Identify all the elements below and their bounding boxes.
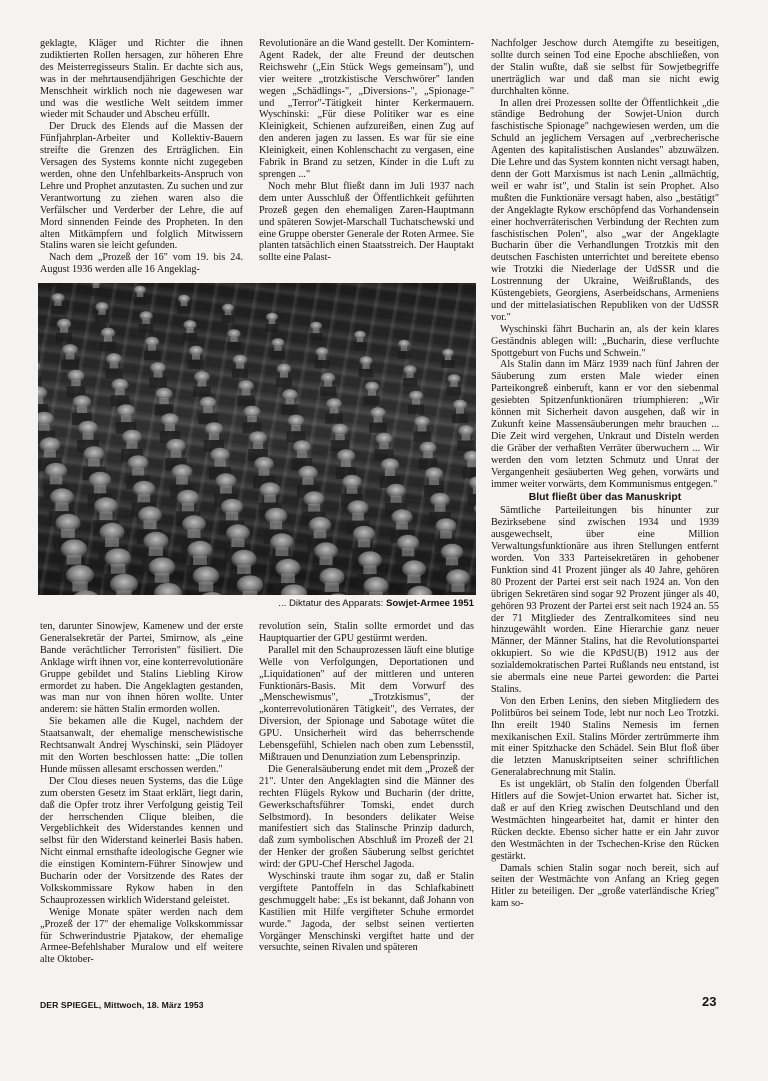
soviet-army-photo (38, 283, 476, 595)
soldier-rows (38, 283, 476, 595)
paragraph: geklagte, Kläger und Richter die ihnen zudiktierten Rollen hersagen, zur höheren Ehre des Meisterregisseurs Stalin. Er dachte sich aus, was in der mehrtausendjährigen Geschichte der Menschheit wirklich noch nie dagewesen war und was die westliche Welt seitdem immer wieder mit Schauder und Abscheu erfüllt. (40, 38, 243, 121)
page-number: 23 (702, 994, 717, 1009)
marching-soldiers-illustration (38, 283, 476, 595)
paragraph: Noch mehr Blut fließt dann im Juli 1937 nach dem unter Ausschluß der Öffentlichkeit geführten Prozeß gegen den ehemaligen Zaren-Hauptmann und späteren Sowjet-Marschall Tuchatschewski und eine Gruppe oberster Generale der Roten Armee. Sie planten tatsächlich einen Staatsstreich. Der Hauptakt sollte eine Palast- (259, 180, 474, 264)
paragraph: Als Stalin dann im März 1939 nach fünf Jahren der Säuberung zum ersten Male wieder einen Parteikongreß einberuft, kann er vor den siebenmal gesiebten Spitzenfunktionären triumphieren: „Wir können mit Sicherheit davon ausgehen, daß wir in Zukunft keine Massensäuberungen mehr brauchen ... Die Zeit wird vergehen, Unkraut und Disteln werden die Gräber der verhaßten Verräter überwuchern ... Wir werden den vom letzten Schmutz und Unrat der Vergangenheit gesäuberten Weg gehen, vorwärts und immer weiter vorwärts, dem Kommunismus entgegen." (491, 359, 719, 490)
column-1-top (40, 38, 243, 278)
paragraph: Der Druck des Elends auf die Massen der Fünfjahrplan-Arbeiter und Kollektiv-Bauern streifte die Grenzen des Erträglichen. Ein Versagen des Systems konnte nicht zugegeben werden, ohne den Unfehlbarkeits-Anspruch von Lehre und Prophet anzutasten. Zu suchen und zur Verantwortung zu ziehen waren also die Verfälscher und Verderber der Lehre, die auf Mord sinnenden Feinde des Propheten. In den alten Mitkämpfern und folglich Mitwissern Stalins waren sie leicht gefunden. (40, 121, 243, 252)
paragraph: Parallel mit den Schauprozessen läuft eine blutige Welle von Verfolgungen, Deportationen und „Liquidationen" auf der mittleren und unteren Funktionärs-Basis. Mit dem Vorwurf des „Menschewismus", „Trotzkismus", der „konterrevolutionären Tätigkeit", des Verrates, der Diversion, der Spionage und Sabotage wütet die GPU. Unsicherheit wird das beherrschende Lebensgefühl, Schielen nach oben zum Lebensstil, Mißtrauen und Denunziation zum Lebensprinzip. (259, 644, 474, 763)
footer-publication: DER SPIEGEL, Mittwoch, 18. März 1953 (40, 1000, 204, 1010)
paragraph: Von den Erben Lenins, den sieben Mitgliedern des Politbüros bei seinem Tode, lebt nur noch Leo Trotzki. Ihn ereilt 1940 Stalins Nemesis im fernen mexikanischen Exil. Stalins Mörder zertrümmerte ihm mit einer Spitzhacke den Schädel. Sein Blut floß über die letzten Manuskriptseiten seiner schriftlichen Generalabrechnung mit Stalin. (491, 695, 719, 779)
paragraph: Revolutionäre an die Wand gestellt. Der Komintern-Agent Radek, der alte Freund der deutschen Reichswehr („Ein Stück Wegs gemeinsam"), und vier weitere „trotzkistische Verschwörer" landen wegen „Schädlings-", „Diversions-", „Spionage-" und „Terror"-Tätigkeit hinter Kerkermauern. Wyschinski: „Für diese Politiker war es eine Kleinigkeit, Schienen aufzureißen, einen Zug auf den anderen jagen zu lassen. Es war für sie eine Kleinigkeit, einen Kohlenschacht zu vergasen, eine Fabrik in Brand zu setzen, Kinder in die Luft zu sprengen ..." (259, 38, 474, 180)
paragraph: Nach dem „Prozeß der 16" vom 19. bis 24. August 1936 werden alle 16 Angeklag- (40, 252, 243, 276)
paragraph: In allen drei Prozessen sollte der Öffentlichkeit „die ständige Bedrohung der Sowjet-Union durch faschistische Spionage" nachgewiesen werden, um die Schuld an jeglichem Versagen auf „verbrecherische Agenten des kapitalistischen Auslandes" abzuwälzen. Die Lehre und das System konnten nicht versagt haben, denn der Gott Marxismus ist nach Lenin „allmächtig, weil er wahr ist", und Stalin ist sein Prophet. Also mußten die Funktionäre versagt haben, also „bestätigt" der Angeklagte Rykow erschöpfend das Vorhandensein einer hochverräterischen Verbindung der Rechten zum faschistischen Polen", also „war der Angeklagte Bucharin über die Verhandlungen Trotzkis mit den deutschen Faschisten unterrichtet und bereitete ebenso wie Trotzki die Niederlage der UdSSR und die Lostrennung der Ukraine, Weißrußlands, des Küstengebiets, Georgiens, Aserbeidschans, Armeniens und der mittelasiatischen Republiken von der UdSSR vor." (491, 97, 719, 323)
paragraph: Sie bekamen alle die Kugel, nachdem der Staatsanwalt, der ehemalige menschewistische Rechtsanwalt Andrej Wyschinski, sein Plädoyer mit den Worten beschlossen hatte: „Die tollen Hunde müssen allesamt erschossen werden." (40, 716, 243, 775)
section-heading: Blut fließt über das Manuskript (528, 492, 682, 504)
paragraph: Damals schien Stalin sogar noch bereit, sich auf seiten der Westmächte von Anfang an Krieg gegen Hitler zu beteiligen. Der „große vaterländische Krieg" kam so- (491, 862, 719, 910)
paragraph: Die Generalsäuberung endet mit dem „Prozeß der 21". Unter den Angeklagten sind die Männer des rechten Flügels Rykow und Bucharin (der dritte, Gewerkschaftsführer Tomski, endet durch Selbstmord). In besonders delikater Weise manifestiert sich das Stalinsche Prinzip dadurch, daß zum symbolischen Abschluß im Prozeß der 21 der Henker der großen Säuberung selbst gerichtet wird: der GPU-Chef Herschel Jagoda. (259, 763, 474, 871)
photo-caption (40, 598, 474, 609)
column-2-top (259, 38, 474, 278)
column-1-bottom (40, 621, 243, 991)
caption-prefix: ... Diktatur des Apparats: (278, 598, 384, 609)
paragraph: ten, darunter Sinowjew, Kamenew und der erste Generalsekretär der Partei, Smirnow, als „eine Bande verächtlicher Terroristen" füsiliert. Die Anklage wirft ihnen vor, eine konterrevolutionäre Gruppe gebildet und Stalins Liebling Kirow ermordet zu haben. Die Angeklagten gestanden, was man nur von ihnen hören wollte. Unter anderem: sie hätten Stalin ermorden wollen. (40, 621, 243, 716)
column-3 (491, 38, 719, 990)
caption-bold: Sowjet-Armee 1951 (386, 598, 474, 609)
paragraph: Nachfolger Jeschow durch Atemgifte zu beseitigen, sollte durch seinen Tod eine Epoche abschließen, von der Stalin wußte, daß sie selbst für Sowjetbegriffe unerträglich war und daß man sie nicht ewig durchhalten könne. (491, 38, 719, 97)
paragraph: Wenige Monate später werden nach dem „Prozeß der 17" der ehemalige Volkskommissar für Schwerindustrie Pjatakow, der ehemalige Armee-Befehlshaber Muralow und elf weitere alte Oktober- (40, 906, 243, 966)
paragraph: Sämtliche Parteileitungen bis hinunter zur Bezirksebene sind zwischen 1934 und 1939 ausgewechselt, über eine Million Verwaltungsfunktionäre aus ihren Stellungen entfernt worden. Von 333 Parteisekretären in gehobener Funktion sind 41 Prozent jünger als 40 Jahre, gehören 80 Prozent der Partei erst seit nach 1924 an. Von den übrigen Sekretären sind sogar 92 Prozent jünger als 40, gehören 93 Prozent der Partei erst seit nach 1924 an. 55 der 71 Mitglieder des Zentralkomitees sind neu hinzugewählt worden. Eine Hierarchie ganz neuer Männer, der Männer Stalins, hat die Revolutionspartei okkupiert. So wie die KPdSU(B) 1912 aus der sozialdemokratischen Partei Rußlands neu entstand, ist sie abermals eine neue Partei geworden: die Partei Stalins. (491, 505, 719, 695)
column-2-bottom (259, 621, 474, 991)
paragraph: Es ist ungeklärt, ob Stalin den folgenden Überfall Hitlers auf die Sowjet-Union erwartet hat. Sicher ist, daß er auf den Krieg zwischen Deutschland und den Westmächten hingearbeitet hat, damit er hinter den Rücken deckte. Ebenso sicher hatte er ein Jahr zuvor den Westmächten in der Tschechen-Krise den Rücken gestärkt. (491, 779, 719, 862)
paragraph: Wyschinski traute ihm sogar zu, daß er Stalin vergiftete Pantoffeln in das Schlafkabinett geschmuggelt habe: „Es ist bekannt, daß Johann von Kastilien mit Hilfe vergifteter Schuhe ermordet wurde." Jagoda, der selbst seinen vertierten Vorgänger Menschinski vergiftet hatte und der versuchte, seinen Rivalen und späteren (259, 871, 474, 954)
paragraph: revolution sein, Stalin sollte ermordet und das Hauptquartier der GPU gestürmt werden. (259, 621, 474, 644)
paragraph: Der Clou dieses neuen Systems, das die Lüge zum obersten Gesetz im Staat erklärt, liegt darin, daß die Opfer trotz ihrer Verfolgung geistig Teil der herrschenden Clique bleiben, die Vergeblichkeit des Widerstandes kennen und selbst für den Widerstand keinerlei Basis haben. Nicht einmal ernsthafte ideologische Gegner wie die einstigen Komintern-Führer Sinowjew und Bucharin oder der Vorsitzende des Rates der Volkskommissare Rykow haben in den Schauprozessen wirklich Widerstand geleistet. (40, 775, 243, 906)
paragraph: Wyschinski fährt Bucharin an, als der kein klares Geständnis ablegen will: „Bucharin, diese verfluchte Spottgeburt von Fuchs und Schwein." (491, 323, 719, 359)
